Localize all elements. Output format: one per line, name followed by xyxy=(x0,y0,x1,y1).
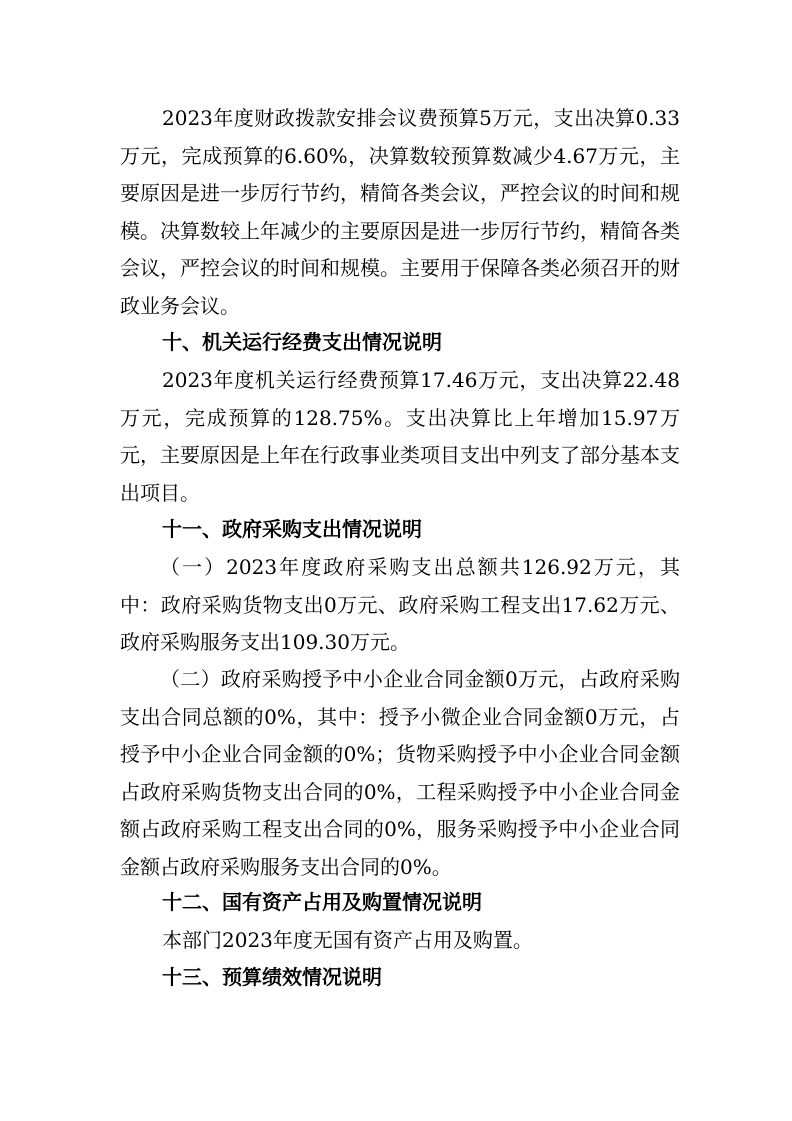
procurement-paragraph-1: （一）2023年度政府采购支出总额共126.92万元，其中：政府采购货物支出0万元、政府采购工程支出17.62万元、政府采购服务支出109.30万元。 xyxy=(120,555,680,654)
procurement-paragraph-2: （二）政府采购授予中小企业合同金额0万元，占政府采购支出合同总额的0%，其中：授予小微企业合同金额0万元，占授予中小企业合同金额的0%；货物采购授予中小企业合同金额占政府采购货物支出合同的0%，工程采购授予中小企业合同金额占政府采购工程支出合同的0%，服务采购授予中小企业合同金额占政府采购服务支出合同的0%。 xyxy=(120,667,680,879)
assets-paragraph: 本部门2023年度无国有资产占用及购置。 xyxy=(162,928,533,952)
section-13-heading: 十三、预算绩效情况说明 xyxy=(162,965,382,989)
meeting-fee-paragraph: 2023年度财政拨款安排会议费预算5万元，支出决算0.33万元，完成预算的6.60%，决算数较预算数减少4.67万元，主要原因是进一步厉行节约，精简各类会议，严控会议的时间和规模。决算数较上年减少的主要原因是进一步厉行节约，精简各类会议，严控会议的时间和规模。主要用于保障各类必须召开的财政业务会议。 xyxy=(120,106,680,318)
section-10-heading: 十、机关运行经费支出情况说明 xyxy=(162,330,442,354)
section-11-heading: 十一、政府采购支出情况说明 xyxy=(162,517,422,541)
operating-expense-paragraph: 2023年度机关运行经费预算17.46万元，支出决算22.48万元，完成预算的128.75%。支出决算比上年增加15.97万元，主要原因是上年在行政事业类项目支出中列支了部分基本支出项目。 xyxy=(120,368,680,505)
section-12-heading: 十二、国有资产占用及购置情况说明 xyxy=(162,890,482,914)
